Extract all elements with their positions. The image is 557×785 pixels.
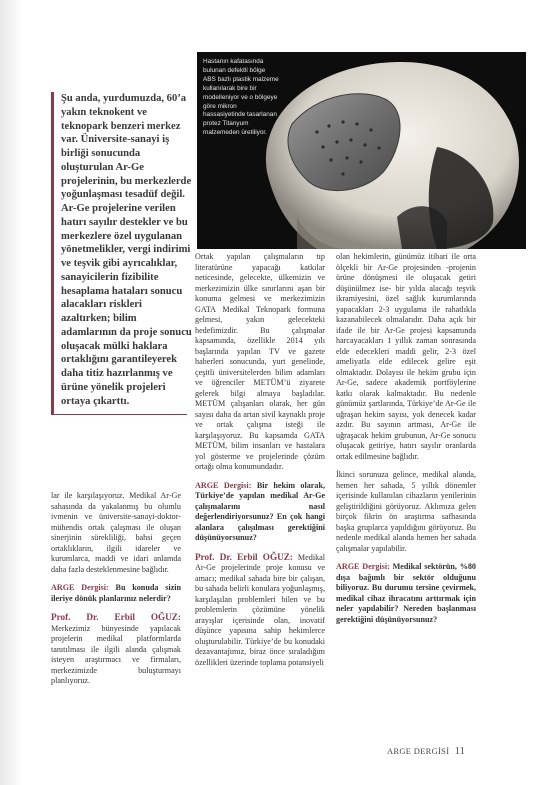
page-spine-shadow	[0, 0, 22, 785]
speaker-name: Prof. Dr. Erbil OĞUZ:	[195, 551, 293, 562]
column-1-answer	[51, 612, 181, 687]
column-2	[195, 252, 325, 676]
column-1-paragraph: lar ile karşılaşıyoruz. Medikal Ar-Ge sahasında da yakalanmış bu olumlu ivmenin ve üniversite-sanayi-doktor-mühendis ortak çalışması ile oluşan sinerjinin sürekliliği, bahsi geçen ortaklıkların, ilgili idareler ve kurumlarca, maddi ve idari anlamda daha fazla desteklenmesine bağlıdır.	[51, 491, 181, 574]
page-number: 11	[454, 746, 465, 757]
column-2-answer	[195, 552, 325, 669]
column-2-question	[195, 481, 325, 544]
question-label: ARGE Dergisi:	[51, 583, 109, 592]
question-text: Bir hekim olarak, Türkiye’de yapılan medikal Ar-Ge çalışmalarını nasıl değerlendiriyorsunuz? En çok hangi alanlara çalışılması gerektiğini düşünüyorsunuz?	[195, 480, 326, 542]
pull-quote	[51, 92, 193, 415]
question-label: ARGE Dergisi:	[336, 562, 390, 571]
column-3	[336, 252, 476, 633]
pull-quote-text: Şu anda, yurdumuzda, 60’a yakın teknokent ve teknopark benzeri merkez var. Üniversite-sanayi iş birliği sonucunda oluşturulan Ar-Ge projelerinin, bu merkezlerde yoğunlaşması tesadüf değil. Ar-Ge projelerine verilen hatırı sayılır destekler ve bu merkezlere özel uygulanan yönetmelikler, vergi indirimi ve teşvik gibi ayrıcalıklar, sanayicilerin fizibilite hesaplama hataları sonucu alacakları riskleri azaltırken; bilim adamlarının da proje sonucu oluşacak mülki haklara ortaklığını garantileyerek daha titiz hazırlanmış ve ürüne yönelik projeleri ortaya çıkarttı.	[61, 93, 192, 407]
pull-quote-divider	[51, 414, 187, 415]
question-text: Bu konuda sizin ileriye dönük planlarınız nelerdir?	[51, 583, 181, 603]
answer-text: Merkezimiz bünyesinde yapılacak projelerin medikal platformlarda tanıtılması ile ilgili alanda çalışmak isteyen araştırmacı ve firmaları, merkezimizde buluşturmayı planlıyoruz.	[51, 623, 181, 685]
column-2-paragraph: Ortak yapılan çalışmaların tıp literatürüne yapacağı katkılar neticesinde, gelecekte, ülkemizin ve merkezimizin ülke sınırlarını aşan bir konuma gelmesi ve merkezimizin GATA Medikal Teknopark formuna gelmesi, yakın gelecekteki hedefimizdir. Bu çalışmalar kapsamında, özellikle 2014 yılı başlarında yapılan TV ve gazete haberleri sonucunda, yurt genelinde, çeşitli üniversitelerden bilim adamları ve öğrenciler METÜM’ü ziyarete gelerek bilgi almaya başladılar. METÜM çalışanları olarak, her gün sayısı daha da artan sivil kaynaklı proje ve ortak çalışma isteği ile karşılaşıyoruz. Bu kapsamda GATA METÜM, bilim insanları ve hastalara yol gösterme ve projelerinde çözüm ortağı olma konumundadır.	[195, 252, 325, 471]
column-3-paragraph-2: İkinci sorunuza gelince, medikal alanda, hemen her sahada, 5 yıllık dönemler içerisinde kullanılan cihazların yenilerinin geliştirildiğini görüyoruz. Aklımıza gelen birçok fikrin ön araştırma safhasında başka gruplarca yapıldığını görüyoruz. Bu nedenle medikal alanda hemen her sahada çalışmalar yapılabilir.	[336, 470, 476, 553]
speaker-name: Prof. Dr. Erbil OĞUZ:	[51, 612, 181, 622]
skull-implant-photo	[197, 52, 526, 249]
column-1	[51, 491, 181, 695]
column-3-question	[336, 562, 476, 625]
question-label: ARGE Dergisi:	[195, 480, 252, 490]
magazine-name: ARGE DERGİSİ	[386, 746, 450, 756]
page-footer	[387, 746, 465, 757]
photo-caption: Hastanın kafatasında bulunan defektli bölge ABS bazlı plastik malzeme kullanılarak bire bir modelleniyor ve o bölgeye göre mikron hassasiyetinde tasarlanan protez Titanyum malzemeden üretiliyor.	[203, 58, 279, 137]
question-text: Medikal sektörün, %80 dışa bağımlı bir sektör olduğunu biliyoruz. Bu durumu tersine çevirmek, medikal cihaz ihracatını arttırmak için neler yapılabilir? Nereden başlanması gerektiğini düşünüyorsunuz?	[336, 562, 476, 624]
column-1-question	[51, 583, 181, 604]
answer-text: Medikal Ar-Ge projelerinde proje konusu ve amacı; medikal sahada bire bir çalışan, bu sahada belirli konulara yoğunlaşmış, karşılaşılan problemleri bilen ve bu problemlerin çözümüne yönelik arayışlar içerisinde olan, inovatif düşünce yapısına sahip hekimlerce oluşturulabilir. Türkiye’de bu konudaki dezavantajımız, biraz önce sıraladığım özellikleri üzerinde toplama potansiyeli	[195, 552, 325, 667]
column-3-paragraph-1: olan hekimlerin, günümüz itibari ile orta ölçekli bir Ar-Ge projesinden -projenin ürüne dönüşmesi ile oluşacak getiri düşünülmez ise- bir yılda alacağı teşvik ikramiyesini, özel sağlık kurumlarında yapacakları 2-3 uygulama ile rahatlıkla kazanabilecek olmalarıdır. Daha açık bir ifade ile bir Ar-Ge projesi kapsamında harcayacakları 1 yıllık zaman sonrasında elde edecekleri maddi gelir, 2-3 özel ameliyatla elde edilecek gelire eşit olmaktadır. Dolayısı ile hekim grubu için Ar-Ge, sadece akademik portföylerine katkı olarak kalmaktadır. Bu nedenle günümüz şartlarında, Türkiye’de Ar-Ge ile uğraşan hekim sayısı, yok denecek kadar azdır. Bu sayının artması, Ar-Ge ile uğraşacak hekim grubunun, Ar-Ge sonucu oluşacak getiriye, hatırı sayılır oranlarda ortak edilmesine bağlıdır.	[336, 252, 476, 461]
